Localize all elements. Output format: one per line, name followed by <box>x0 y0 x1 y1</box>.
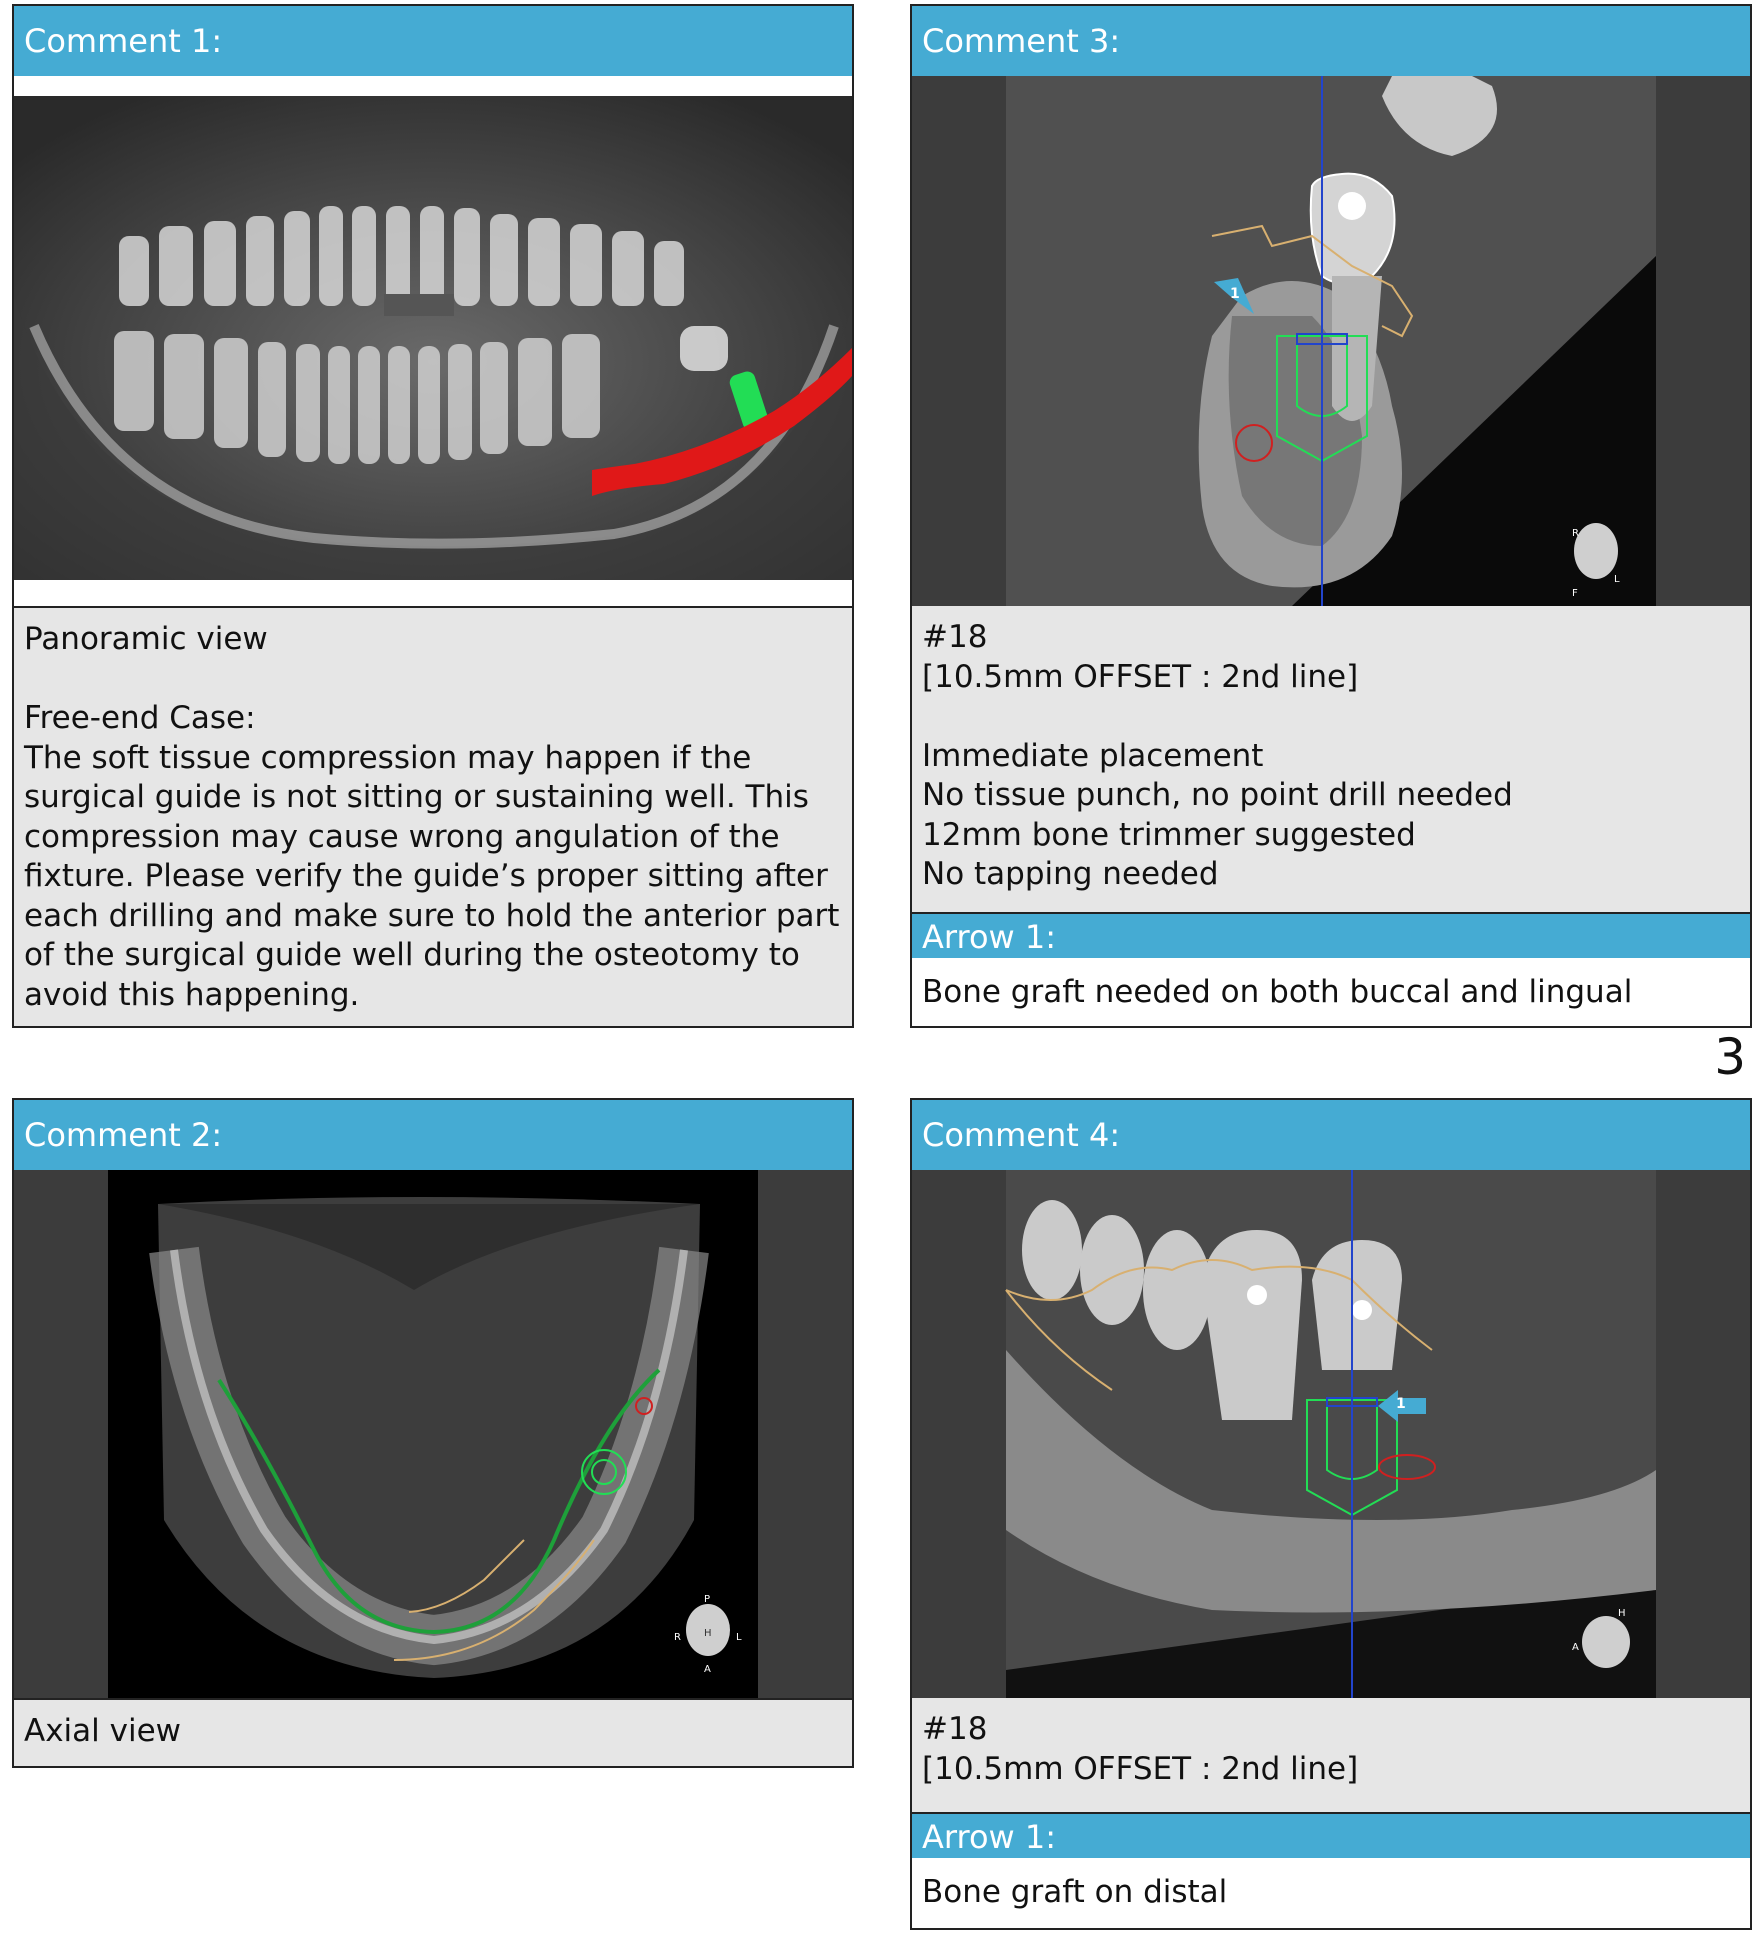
comment-4-body: #18 [10.5mm OFFSET : 2nd line] <box>922 1711 1359 1787</box>
comment-2-body: Axial view <box>24 1713 182 1749</box>
axial-label-h: H <box>704 1628 712 1639</box>
cross-section-xray-2 <box>912 1170 1750 1698</box>
axial-label-l: L <box>736 1632 742 1643</box>
orientation-label-a: A <box>1572 1642 1579 1653</box>
arrow-1-marker-label: 1 <box>1396 1396 1406 1412</box>
comment-1-header: Comment 1: <box>14 6 852 76</box>
arrow-1-marker-label: 1 <box>1230 286 1240 302</box>
comment-2-header: Comment 2: <box>14 1100 852 1170</box>
comment-2-text <box>14 1698 852 1766</box>
orientation-label-h: H <box>1618 1608 1626 1619</box>
comment-3-arrow-header: Arrow 1: <box>912 912 1750 958</box>
comment-1-body: Panoramic view Free-end Case: The soft tissue compression may happen if the surgical guide is not sitting or sustaining well. This compression may cause wrong angulation of the fixture. Please verify the guide’s proper sitting after each drilling and make sure to hold the anterior part of the surgical guide well during the osteotomy to avoid this happening. <box>24 621 840 1013</box>
comment-1-panel <box>12 4 854 1028</box>
comment-3-text <box>912 606 1750 895</box>
comment-3-body: #18 [10.5mm OFFSET : 2nd line] Immediate placement No tissue punch, no point drill needed 12mm bone trimmer suggested No tapping needed <box>922 619 1513 892</box>
comment-4-text <box>912 1698 1750 1789</box>
orientation-label-l: L <box>1614 574 1620 585</box>
comment-4-arrow-text: Bone graft on distal <box>912 1858 1750 1928</box>
axial-xray <box>14 1170 852 1698</box>
orientation-label-r: R <box>1572 528 1579 539</box>
axial-label-r: R <box>674 1632 681 1643</box>
axial-label-p: P <box>704 1594 711 1605</box>
orientation-label-f: F <box>1572 588 1578 599</box>
page-number: 3 <box>1714 1028 1746 1086</box>
axial-label-a: A <box>704 1664 711 1675</box>
comment-4-arrow-header: Arrow 1: <box>912 1812 1750 1858</box>
comment-3-arrow-text: Bone graft needed on both buccal and lingual <box>912 958 1750 1026</box>
comment-2-panel <box>12 1098 854 1768</box>
comment-3-panel <box>910 4 1752 1028</box>
comment-4-panel <box>910 1098 1752 1930</box>
arrow-1-marker <box>1214 276 1254 316</box>
panoramic-xray <box>14 76 852 606</box>
comment-4-header: Comment 4: <box>912 1100 1750 1170</box>
arrow-1-marker <box>1378 1388 1426 1424</box>
comment-3-header: Comment 3: <box>912 6 1750 76</box>
cross-section-xray-1 <box>912 76 1750 606</box>
comment-1-text <box>14 606 852 1015</box>
